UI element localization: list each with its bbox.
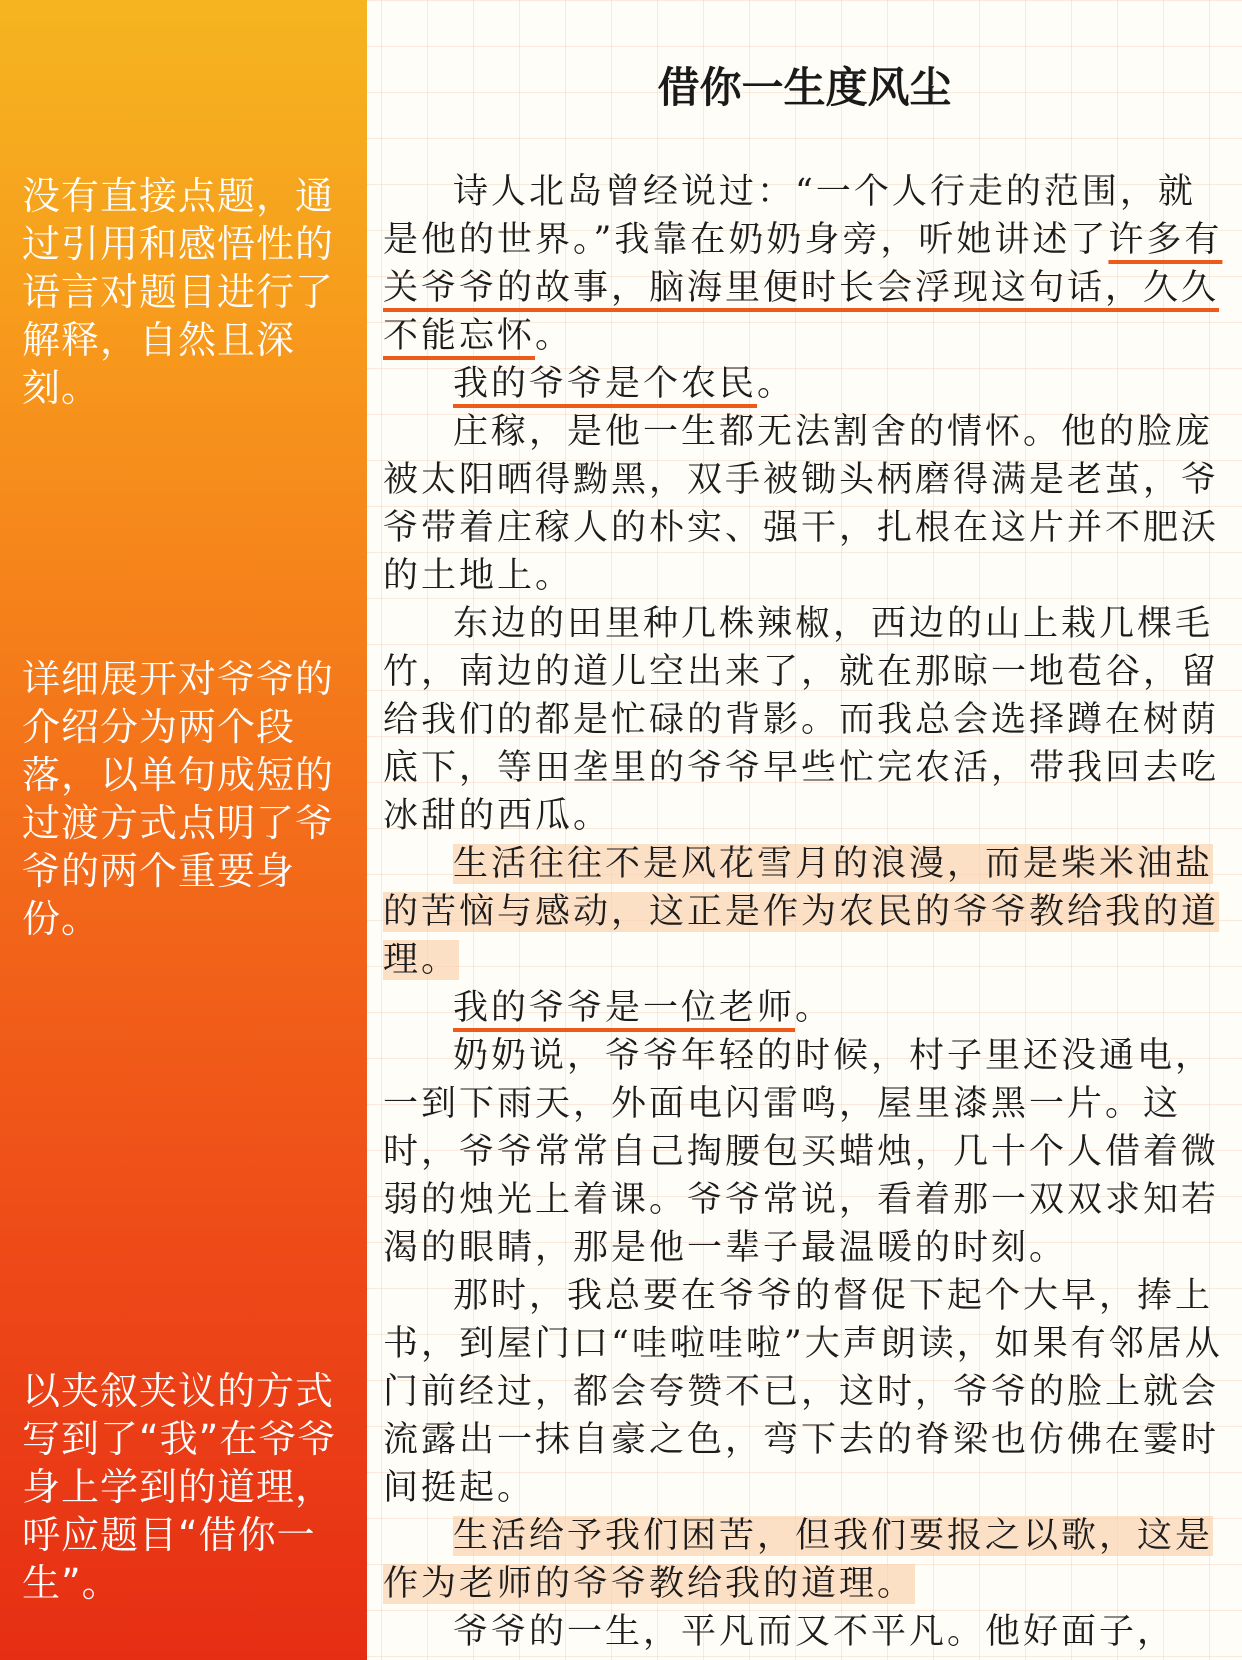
- underlined-identity-teacher: 我的爷爷是一位老师: [453, 988, 796, 1028]
- paragraph-6: 我的爷爷是一位老师。: [453, 988, 834, 1028]
- paragraph-8: 那时，我总要在爷爷的督促下起个大早，捧上书，到屋门口“哇啦哇啦”大声朗读，如果有邻居从门前经过，都会夸赞不已，这时，爷爷的脸上就会流露出一抹自豪之色，弯下去的脊梁也仿佛在霎时间挺起。: [383, 1276, 1223, 1508]
- highlighted-lesson-1: 生活往往不是风花雪月的浪漫，而是柴米油盐的苦恼与感动，这正是作为农民的爷爷教给我的道理。: [383, 844, 1220, 980]
- annotation-1: 没有直接点题，通过引用和感悟性的语言对题目进行了解释，自然且深刻。: [22, 174, 335, 410]
- paragraph-2: 我的爷爷是个农民。: [453, 364, 796, 404]
- highlighted-lesson-2: 生活给予我们困苦，但我们要报之以歌，这是作为老师的爷爷教给我的道理。: [383, 1516, 1214, 1604]
- paragraph-4: 东边的田里种几株辣椒，西边的山上栽几棵毛竹，南边的道儿空出来了，就在那晾一地苞谷，留给我们的都是忙碌的背影。而我总会选择蹲在树荫底下，等田垄里的爷爷早些忙完农活，带我回去吃冰甜的西瓜。: [383, 604, 1220, 836]
- annotation-sidebar: [0, 0, 367, 1660]
- paragraph-3: 庄稼，是他一生都无法割舍的情怀。他的脸庞被太阳晒得黝黑，双手被锄头柄磨得满是老茧，爷爷带着庄稼人的朴实、强干，扎根在这片并不肥沃的土地上。: [383, 412, 1220, 596]
- essay-title: 借你一生度风尘: [657, 63, 952, 112]
- underlined-phrase: 许多有关爷爷的故事，脑海里便时长会浮现这句话，久久不能忘怀: [383, 220, 1223, 356]
- paragraph-9: [383, 1512, 1231, 1608]
- essay-body: [383, 168, 1231, 1656]
- paragraph-1: 诗人北岛曾经说过：“一个人行走的范围，就是他的世界。”我靠在奶奶身旁，听她讲述了许多有关爷爷的故事，脑海里便时长会浮现这句话，久久不能忘怀。: [383, 172, 1223, 356]
- paragraph-1-text: 诗人北岛曾经说过：“一个人行走的范围，就是他的世界。”我靠在奶奶身旁，听她讲述了: [383, 172, 1196, 260]
- paragraph-5: [383, 840, 1231, 984]
- paragraph-7: 奶奶说，爷爷年轻的时候，村子里还没通电，一到下雨天，外面电闪雷鸣，屋里漆黑一片。这时，爷爷常常自己掏腰包买蜡烛，几十个人借着微弱的烛光上着课。爷爷常说，看着那一双双求知若渴的眼睛，那是他一辈子最温暖的时刻。: [383, 1036, 1220, 1268]
- paragraph-10: 爷爷的一生，平凡而又不平凡。他好面子，: [453, 1612, 1176, 1652]
- annotation-2: 详细展开对爷爷的介绍分为两个段落，以单句成短的过渡方式点明了爷爷的两个重要身份。: [22, 657, 335, 941]
- annotation-3: 以夹叙夹议的方式写到了“我”在爷爷身上学到的道理，呼应题目“借你一生”。: [22, 1369, 337, 1605]
- underlined-identity-farmer: 我的爷爷是个农民: [453, 364, 758, 404]
- essay-paper: [367, 0, 1242, 1660]
